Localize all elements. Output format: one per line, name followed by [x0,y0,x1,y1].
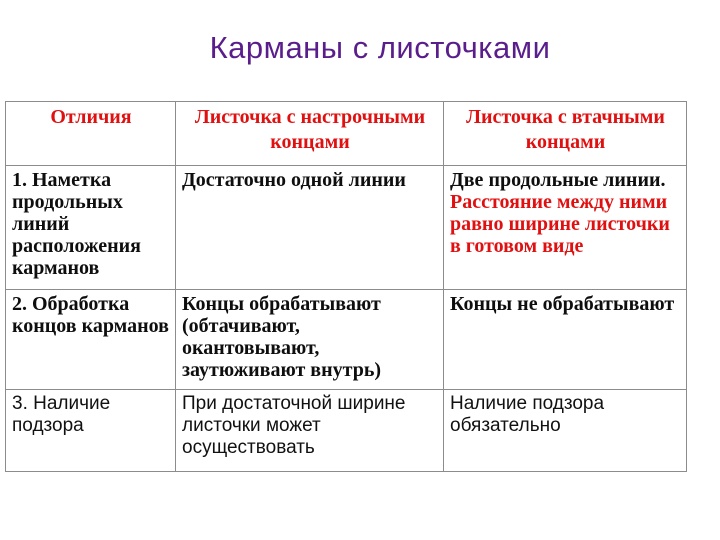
table-row [6,166,687,290]
table-row [6,390,687,472]
row1-topstitched: Достаточно одной линии [176,166,444,290]
header-differences: Отличия [6,102,176,166]
header-topstitched-ends: Листочка с настрочными концами [176,102,444,166]
comparison-table [5,101,687,472]
row1-inserted-highlight: Расстояние между ними равно ширине листочки в готовом виде [450,191,670,257]
row2-difference: 2. Обработка концов карманов [6,290,176,390]
row1-difference: 1. Наметка продольных линий расположения карманов [6,166,176,290]
row1-inserted [444,166,687,290]
table-row [6,290,687,390]
header-inserted-ends: Листочка с втачными концами [444,102,687,166]
row2-topstitched: Концы обрабатывают (обтачивают, окантовывают, заутюживают внутрь) [176,290,444,390]
row2-inserted: Концы не обрабатывают [444,290,687,390]
row1-inserted-text: Две продольные линии. [450,169,666,191]
row3-inserted: Наличие подзора обязательно [444,390,687,472]
row3-topstitched: При достаточной ширине листочки может осуществовать [176,390,444,472]
page-title: Карманы с листочками [209,30,551,65]
table-header-row [6,102,687,166]
row3-difference: 3. Наличие подзора [6,390,176,472]
